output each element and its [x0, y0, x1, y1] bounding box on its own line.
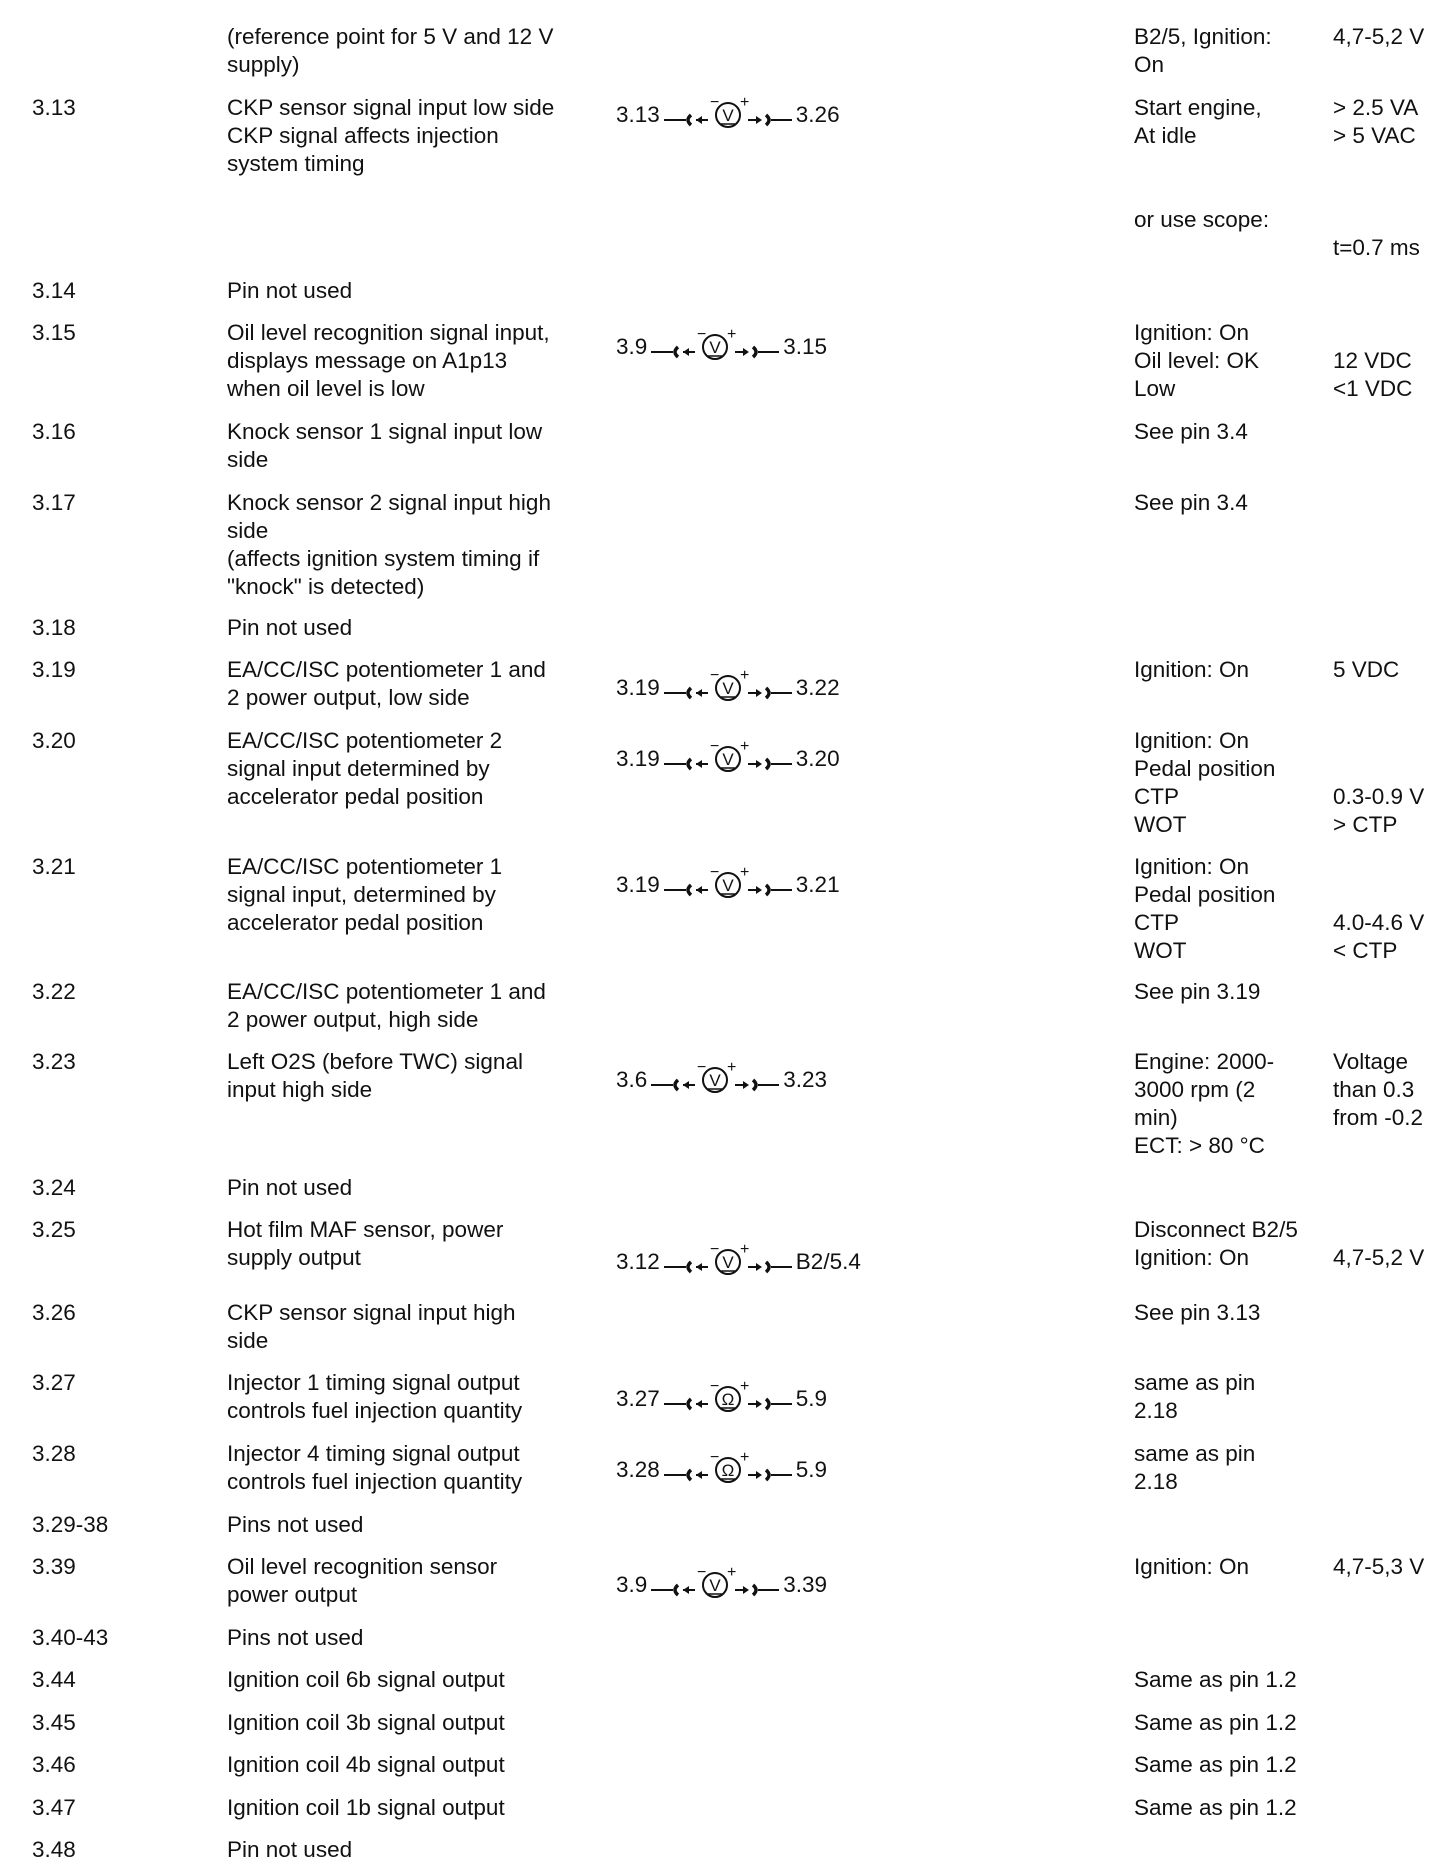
nominal-value-line: 4.0-4.6 V — [1333, 910, 1425, 935]
minus-sign: − — [709, 667, 720, 684]
arrow-left-icon — [683, 1586, 689, 1594]
pin-number: 3.39 — [32, 1554, 76, 1579]
pin-number: 3.47 — [32, 1795, 76, 1820]
meter-unit-symbol: V — [722, 1253, 734, 1272]
pin-description — [227, 1174, 597, 1202]
test-connection-diagram — [616, 736, 840, 782]
nominal-value-line: > 2.5 VA — [1333, 95, 1419, 120]
pin-number: 3.48 — [32, 1837, 76, 1862]
pin-description-line: Ignition coil 6b signal output — [227, 1667, 505, 1692]
pin-description-line: power output — [227, 1582, 358, 1607]
test-condition-line: or use scope: — [1134, 207, 1270, 232]
pin-number: 3.28 — [32, 1441, 76, 1466]
nominal-value — [1333, 319, 1412, 403]
pin-description — [227, 614, 597, 642]
pin-description — [227, 1216, 597, 1272]
nominal-value-line: 4,7-5,2 V — [1333, 24, 1425, 49]
nominal-value-line: than 0.3 — [1333, 1077, 1415, 1102]
pin-description-line: CKP sensor signal input low side — [227, 95, 555, 120]
pin-description-line: EA/CC/ISC potentiometer 1 and — [227, 657, 546, 682]
meter-symbol — [660, 1239, 796, 1285]
nominal-value — [1333, 94, 1418, 150]
pin-description-line: signal input determined by — [227, 756, 490, 781]
arrow-left-icon — [696, 116, 702, 124]
nominal-value-line — [1333, 881, 1424, 909]
test-condition-line: Ignition: On — [1134, 320, 1250, 345]
pin-number: 3.46 — [32, 1752, 76, 1777]
pin-description-line: Injector 1 timing signal output — [227, 1370, 520, 1395]
pin-description — [227, 978, 597, 1034]
pin-number: 3.23 — [32, 1049, 76, 1074]
plus-sign: + — [727, 1564, 737, 1581]
minus-sign: − — [697, 1059, 707, 1076]
pin-description-line: side — [227, 447, 269, 472]
test-connection-diagram — [616, 1562, 827, 1608]
minus-sign: − — [709, 1378, 720, 1395]
meter-symbol — [660, 1376, 796, 1422]
test-condition-line: B2/5, Ignition: — [1134, 24, 1272, 49]
probe-clip-left — [688, 688, 691, 698]
nominal-value-line: 0.3-0.9 V — [1333, 784, 1425, 809]
plus-sign: + — [739, 1449, 750, 1466]
pin-description — [227, 277, 597, 305]
pin-description-line: supply) — [227, 52, 300, 77]
test-condition — [1134, 94, 1262, 150]
test-condition-line: Same as pin 1.2 — [1134, 1667, 1297, 1692]
arrow-right-icon — [756, 116, 762, 124]
plus-sign: + — [739, 667, 750, 684]
test-condition-line: Pedal position — [1134, 756, 1276, 781]
pin-description-line: side — [227, 518, 269, 543]
minus-sign: − — [709, 1241, 720, 1258]
pin-number: 3.16 — [32, 419, 76, 444]
arrow-left-icon — [696, 886, 702, 894]
nominal-value-line — [1333, 727, 1424, 755]
test-condition — [1134, 23, 1272, 79]
test-condition — [1134, 1440, 1255, 1496]
pin-description — [227, 1836, 597, 1864]
pin-description-line: (reference point for 5 V and 12 V — [227, 24, 554, 49]
probe-clip-left — [688, 759, 691, 769]
diagram-to-pin: 3.22 — [795, 675, 840, 700]
test-condition-line: See pin 3.19 — [1134, 979, 1261, 1004]
pin-description-line: Knock sensor 2 signal input high — [227, 490, 551, 515]
test-condition-line: Start engine, — [1134, 95, 1262, 120]
probe-clip-left — [675, 1080, 678, 1090]
test-condition-line: Low — [1134, 376, 1176, 401]
test-condition — [1134, 1216, 1298, 1272]
pin-number — [32, 206, 38, 234]
pin-description-line: EA/CC/ISC potentiometer 2 — [227, 728, 503, 753]
minus-sign: − — [697, 326, 707, 343]
test-condition-line: Ignition: On — [1134, 1554, 1250, 1579]
meter-symbol — [647, 324, 783, 370]
test-connection-diagram — [616, 1376, 827, 1422]
meter-symbol — [660, 862, 796, 908]
test-condition — [1134, 1369, 1255, 1425]
plus-sign: + — [739, 94, 750, 111]
pin-description-line: Pins not used — [227, 1512, 364, 1537]
nominal-value-line: <1 VDC — [1333, 376, 1413, 401]
pin-number: 3.19 — [32, 657, 76, 682]
test-condition — [1134, 978, 1260, 1006]
probe-clip-right — [753, 347, 756, 357]
meter-unit-symbol: V — [722, 106, 734, 125]
pin-number: 3.13 — [32, 95, 76, 120]
pin-number: 3.26 — [32, 1300, 76, 1325]
test-condition-line: On — [1134, 52, 1165, 77]
pin-description-line: Oil level recognition sensor — [227, 1554, 498, 1579]
arrow-right-icon — [756, 1471, 762, 1479]
diagram-from-pin: 3.27 — [616, 1386, 660, 1411]
pin-description-line: supply output — [227, 1245, 361, 1270]
plus-sign: + — [727, 326, 737, 343]
plus-sign: + — [739, 1378, 750, 1395]
meter-unit-symbol: V — [722, 876, 734, 895]
probe-clip-right — [766, 1262, 769, 1272]
pin-description-line: EA/CC/ISC potentiometer 1 — [227, 854, 503, 879]
test-condition — [1134, 656, 1249, 684]
nominal-value-line — [1333, 853, 1424, 881]
nominal-value-line: < CTP — [1333, 938, 1398, 963]
diagram-from-pin: 3.28 — [616, 1457, 660, 1482]
pin-description — [227, 23, 597, 79]
pin-description — [227, 1751, 597, 1779]
arrow-left-icon — [696, 689, 702, 697]
pin-description — [227, 1624, 597, 1652]
pin-description-line: Ignition coil 4b signal output — [227, 1752, 505, 1777]
nominal-value-line: Voltage — [1333, 1049, 1409, 1074]
test-condition — [1134, 1794, 1297, 1822]
pin-number: 3.14 — [32, 278, 76, 303]
diagram-from-pin: 3.13 — [616, 102, 660, 127]
pin-description — [227, 853, 597, 937]
probe-clip-left — [688, 1399, 691, 1409]
meter-unit-symbol: V — [722, 679, 734, 698]
arrow-right-icon — [743, 348, 749, 356]
arrow-right-icon — [756, 1263, 762, 1271]
diagram-to-pin: 3.15 — [783, 334, 828, 359]
test-condition-line: At idle — [1134, 123, 1197, 148]
test-condition-line: 2.18 — [1134, 1398, 1178, 1423]
meter-unit-symbol: Ω — [721, 1461, 735, 1480]
pin-description — [227, 1440, 597, 1496]
meter-symbol — [660, 665, 796, 711]
pin-description-line: Left O2S (before TWC) signal — [227, 1049, 523, 1074]
arrow-right-icon — [756, 1400, 762, 1408]
plus-sign: + — [727, 1059, 737, 1076]
diagram-from-pin: 3.19 — [616, 746, 660, 771]
probe-clip-right — [766, 1470, 769, 1480]
test-condition-line: Ignition: On — [1134, 1245, 1250, 1270]
test-condition-line: Same as pin 1.2 — [1134, 1795, 1297, 1820]
probe-clip-right — [766, 1399, 769, 1409]
pin-description — [227, 1794, 597, 1822]
test-condition-line: See pin 3.4 — [1134, 490, 1248, 515]
pin-description — [227, 1511, 597, 1539]
pin-description — [227, 489, 597, 601]
diagram-to-pin: 3.26 — [795, 102, 840, 127]
nominal-value — [1333, 206, 1420, 262]
diagram-to-pin: 5.9 — [795, 1386, 828, 1411]
meter-unit-symbol: V — [709, 338, 721, 357]
nominal-value-line — [1333, 206, 1420, 234]
pin-description-line: Ignition coil 1b signal output — [227, 1795, 505, 1820]
pin-number: 3.22 — [32, 979, 76, 1004]
test-condition-line: CTP — [1134, 910, 1179, 935]
pin-number — [32, 23, 38, 51]
pin-description — [227, 1709, 597, 1737]
pin-description-line: 2 power output, high side — [227, 1007, 479, 1032]
test-condition — [1134, 1299, 1260, 1327]
diagram-to-pin: 3.23 — [783, 1067, 828, 1092]
pin-description-line: EA/CC/ISC potentiometer 1 and — [227, 979, 546, 1004]
arrow-left-icon — [683, 1081, 689, 1089]
meter-unit-symbol: V — [709, 1071, 721, 1090]
test-condition-line: Ignition: On — [1134, 657, 1250, 682]
pin-description-line: Injector 4 timing signal output — [227, 1441, 520, 1466]
diagram-from-pin: 3.19 — [616, 872, 660, 897]
nominal-value-line: 5 VDC — [1333, 657, 1400, 682]
meter-unit-symbol: Ω — [721, 1390, 735, 1409]
pin-description — [227, 656, 597, 712]
test-connection-diagram — [616, 665, 840, 711]
pin-description-line: signal input, determined by — [227, 882, 496, 907]
pin-number: 3.27 — [32, 1370, 76, 1395]
test-condition — [1134, 1709, 1297, 1737]
probe-clip-right — [766, 885, 769, 895]
meter-symbol — [660, 92, 796, 138]
test-condition — [1134, 853, 1275, 965]
test-connection-diagram — [616, 324, 827, 370]
minus-sign: − — [697, 1564, 707, 1581]
test-condition — [1134, 1751, 1297, 1779]
pin-description — [227, 418, 597, 474]
test-condition-line: Disconnect B2/5 — [1134, 1217, 1298, 1242]
meter-symbol — [647, 1562, 783, 1608]
pin-number: 3.20 — [32, 728, 76, 753]
pin-description-line: controls fuel injection quantity — [227, 1469, 523, 1494]
test-condition-line: same as pin — [1134, 1370, 1256, 1395]
pin-description-line: accelerator pedal position — [227, 784, 484, 809]
pin-description — [227, 1299, 597, 1355]
plus-sign: + — [739, 1241, 750, 1258]
pin-description-line: system timing — [227, 151, 365, 176]
probe-clip-right — [766, 688, 769, 698]
pin-description-line: Pin not used — [227, 1837, 353, 1862]
pin-number: 3.44 — [32, 1667, 76, 1692]
nominal-value — [1333, 1048, 1423, 1132]
pin-description-line: side — [227, 1328, 269, 1353]
test-condition-line: See pin 3.4 — [1134, 419, 1248, 444]
pin-description-line: displays message on A1p13 — [227, 348, 508, 373]
pin-number: 3.40-43 — [32, 1625, 109, 1650]
arrow-left-icon — [696, 1263, 702, 1271]
meter-unit-symbol: V — [709, 1576, 721, 1595]
probe-clip-left — [688, 115, 691, 125]
test-condition — [1134, 206, 1269, 234]
nominal-value — [1333, 853, 1424, 965]
test-condition-line: min) — [1134, 1105, 1178, 1130]
probe-clip-right — [753, 1585, 756, 1595]
arrow-left-icon — [696, 760, 702, 768]
arrow-right-icon — [743, 1081, 749, 1089]
test-condition-line: Pedal position — [1134, 882, 1276, 907]
test-condition-line: See pin 3.13 — [1134, 1300, 1261, 1325]
pin-description-line: controls fuel injection quantity — [227, 1398, 523, 1423]
diagram-from-pin: 3.12 — [616, 1249, 660, 1274]
pin-description — [227, 1666, 597, 1694]
nominal-value-line: t=0.7 ms — [1333, 235, 1420, 260]
meter-symbol — [647, 1057, 783, 1103]
pin-description-line: Knock sensor 1 signal input low — [227, 419, 543, 444]
nominal-value-line: 12 VDC — [1333, 348, 1412, 373]
pin-description-line: Oil level recognition signal input, — [227, 320, 550, 345]
pin-description-line: CKP signal affects injection — [227, 123, 499, 148]
probe-clip-left — [675, 1585, 678, 1595]
test-condition — [1134, 1553, 1249, 1581]
test-condition — [1134, 489, 1248, 517]
test-condition-line: Same as pin 1.2 — [1134, 1752, 1297, 1777]
nominal-value — [1333, 727, 1424, 839]
test-condition-line: WOT — [1134, 812, 1187, 837]
pin-description — [227, 727, 597, 811]
test-condition — [1134, 1666, 1297, 1694]
pin-description-line: CKP sensor signal input high — [227, 1300, 516, 1325]
pin-number: 3.25 — [32, 1217, 76, 1242]
test-condition-line: Same as pin 1.2 — [1134, 1710, 1297, 1735]
probe-clip-right — [766, 115, 769, 125]
diagram-to-pin: 3.39 — [783, 1572, 828, 1597]
diagram-from-pin: 3.6 — [616, 1067, 648, 1092]
test-condition — [1134, 418, 1248, 446]
test-condition-line: Ignition: On — [1134, 854, 1250, 879]
test-condition-line: 3000 rpm (2 — [1134, 1077, 1256, 1102]
pin-number: 3.15 — [32, 320, 76, 345]
test-condition — [1134, 1048, 1274, 1160]
test-connection-diagram — [616, 92, 840, 138]
minus-sign: − — [709, 864, 720, 881]
probe-clip-right — [753, 1080, 756, 1090]
nominal-value — [1333, 1216, 1424, 1272]
pin-number: 3.29-38 — [32, 1512, 109, 1537]
minus-sign: − — [709, 738, 720, 755]
test-connection-diagram — [616, 862, 840, 908]
pin-number: 3.45 — [32, 1710, 76, 1735]
meter-symbol — [660, 1447, 796, 1493]
pin-description-line: input high side — [227, 1077, 373, 1102]
diagram-to-pin: 5.9 — [795, 1457, 828, 1482]
minus-sign: − — [709, 94, 720, 111]
nominal-value — [1333, 656, 1399, 684]
probe-clip-left — [688, 1470, 691, 1480]
probe-clip-left — [675, 347, 678, 357]
pin-description-line: accelerator pedal position — [227, 910, 484, 935]
nominal-value-line: > 5 VAC — [1333, 123, 1416, 148]
nominal-value-line: from -0.2 — [1333, 1105, 1424, 1130]
diagram-to-pin: 3.21 — [795, 872, 840, 897]
arrow-right-icon — [756, 689, 762, 697]
arrow-right-icon — [756, 760, 762, 768]
nominal-value-line — [1333, 755, 1424, 783]
plus-sign: + — [739, 864, 750, 881]
pin-number: 3.24 — [32, 1175, 76, 1200]
pin-description — [227, 319, 597, 403]
pin-number: 3.18 — [32, 615, 76, 640]
arrow-left-icon — [696, 1400, 702, 1408]
pin-description-line: Pin not used — [227, 278, 353, 303]
pin-description-line: (affects ignition system timing if — [227, 546, 540, 571]
probe-clip-right — [766, 759, 769, 769]
arrow-right-icon — [743, 1586, 749, 1594]
nominal-value-line: 4,7-5,3 V — [1333, 1554, 1425, 1579]
pin-description-line: 2 power output, low side — [227, 685, 470, 710]
probe-clip-left — [688, 1262, 691, 1272]
pin-description-line: Hot film MAF sensor, power — [227, 1217, 504, 1242]
test-connection-diagram — [616, 1447, 827, 1493]
test-condition-line: Engine: 2000- — [1134, 1049, 1275, 1074]
meter-unit-symbol: V — [722, 750, 734, 769]
test-condition-line: 2.18 — [1134, 1469, 1178, 1494]
test-condition — [1134, 319, 1259, 403]
pin-description-line: Pin not used — [227, 615, 353, 640]
minus-sign: − — [709, 1449, 720, 1466]
pin-number: 3.21 — [32, 854, 76, 879]
test-condition-line: Ignition: On — [1134, 728, 1250, 753]
probe-clip-left — [688, 885, 691, 895]
plus-sign: + — [739, 738, 750, 755]
test-condition-line: Oil level: OK — [1134, 348, 1260, 373]
test-condition-line: same as pin — [1134, 1441, 1256, 1466]
nominal-value-line: > CTP — [1333, 812, 1398, 837]
nominal-value-line — [1333, 1216, 1424, 1244]
arrow-left-icon — [696, 1471, 702, 1479]
diagram-from-pin: 3.9 — [616, 1572, 648, 1597]
test-condition-line: WOT — [1134, 938, 1187, 963]
pin-description-line: Ignition coil 3b signal output — [227, 1710, 505, 1735]
pin-description — [227, 1553, 597, 1609]
diagram-to-pin: B2/5.4 — [795, 1249, 861, 1274]
pin-description — [227, 1048, 597, 1104]
arrow-right-icon — [756, 886, 762, 894]
pin-description-line: when oil level is low — [227, 376, 425, 401]
diagram-to-pin: 3.20 — [795, 746, 840, 771]
test-connection-diagram — [616, 1057, 827, 1103]
pin-description-line: Pin not used — [227, 1175, 353, 1200]
nominal-value — [1333, 1553, 1424, 1581]
diagram-from-pin: 3.9 — [616, 334, 648, 359]
test-condition-line: ECT: > 80 °C — [1134, 1133, 1265, 1158]
pin-description-line: "knock" is detected) — [227, 574, 425, 599]
meter-symbol — [660, 736, 796, 782]
nominal-value-line: 4,7-5,2 V — [1333, 1245, 1425, 1270]
pin-description — [227, 1369, 597, 1425]
test-condition — [1134, 727, 1275, 839]
nominal-value-line — [1333, 319, 1412, 347]
pin-number: 3.17 — [32, 490, 76, 515]
nominal-value — [1333, 23, 1424, 51]
test-condition-line: CTP — [1134, 784, 1179, 809]
arrow-left-icon — [683, 348, 689, 356]
pin-description-line: Pins not used — [227, 1625, 364, 1650]
test-connection-diagram — [616, 1239, 861, 1285]
pin-description — [227, 94, 597, 178]
diagram-from-pin: 3.19 — [616, 675, 660, 700]
